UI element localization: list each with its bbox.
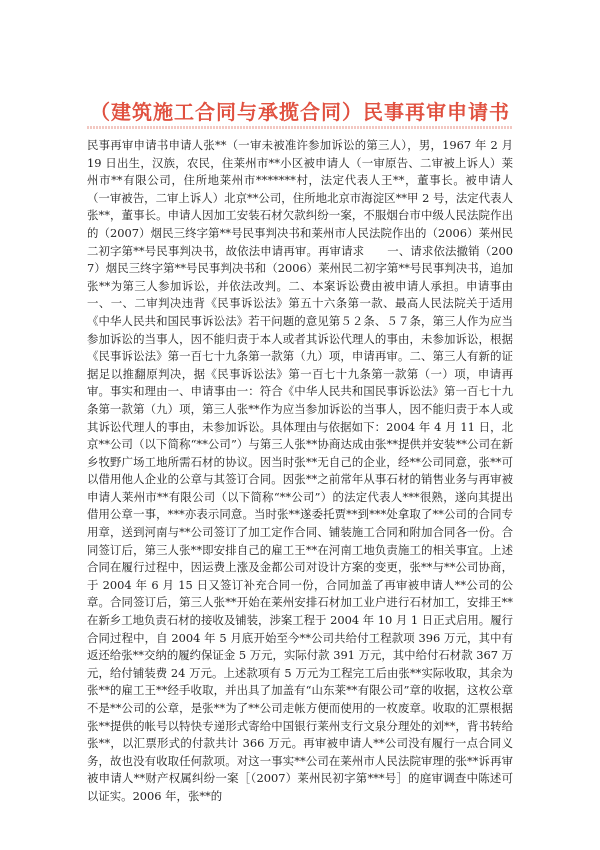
document-body bbox=[87, 137, 513, 827]
body-paragraph: 民事再审申请书申请人张**（一审未被准许参加诉讼的第三人），男，1967 年 2 月 19 日出生，汉族，农民，住莱州市**小区被申请人（一审原告、二审被上诉人）莱州市**有限公司，住所地莱州市*******村，法定代表人王**，董事长。被申请人（一审被告，二审上诉人）北京**公司，住所地北京市海淀区**甲 2 号，法定代表人张**，董事长。申请人因加工安装石材欠款纠纷一案，不服烟台市中级人民法院作出的（2007）烟民三终字第**号民事判决书和莱州市人民法院作出的（2006）莱州民二初字第**号民事判决书，故依法申请再审。再审请求 一、请求依法撤销（2007）烟民三终字第**号民事判决书和（2006）莱州民二初字第**号民事判决书，追加张**为第三人参加诉讼，并依法改判。二、本案诉讼费由被申请人承担。申请事由一、一、二审判决违背《民事诉讼法》第五十六条第一款、最高人民法院关于适用《中华人民共和国民事诉讼法》若干问题的意见第５２条、５７条，第三人作为应当参加诉讼的当事人，因不能归责于本人或者其诉讼代理人的事由，未参加诉讼，根据《民事诉讼法》第一百七十九条第一款第（九）项，申请再审。二、第三人有新的证据足以推翻原判决，据《民事诉讼法》第一百七十九条第一款第（一）项，申请再审。事实和理由一、申请事由一：符合《中华人民共和国民事诉讼法》第一百七十九条第一款第（九）项，第三人张**作为应当参加诉讼的当事人，因不能归责于本人或其诉讼代理人的事由，未参加诉讼。具体理由与依据如下：2004 年 4 月 11 日，北京**公司（以下简称“**公司”）与第三人张**协商达成由张**提供并安装**公司在新乡牧野广场工地所需石材的协议。因当时张**无自己的企业，经**公司同意，张**可以借用他人企业的公章与其签订合同。因张**之前常年从事石材的销售业务与再审被申请人莱州市**有限公司（以下简称“**公司”）的法定代表人***很熟，遂向其提出借用公章一事，***亦表示同意。当时张**遂委托贾**到***处拿取了**公司的合同专用章，送到河南与**公司签订了加工定作合同、铺装施工合同和附加合同各一份。合同签订后，第三人张**即安排自己的雇工王**在河南工地负责施工的相关事宜。上述合同在履行过程中，因运费上涨及金都公司对设计方案的变更，张**与**公司协商，于 2004 年 6 月 15 日又签订补充合同一份，合同加盖了再审被申请人**公司的公章。合同签订后，第三人张**开始在莱州安排石材加工业户进行石材加工，安排王**在新乡工地负责石材的接收及铺装，涉案工程于 2004 年 10 月 1 日正式启用。履行合同过程中，自 2004 年 5 月底开始至今**公司共给付工程款项 396 万元，其中有返还给张**交纳的履约保证金 5 万元，实际付款 391 万元，其中给付石材款 367 万元，给付铺装费 24 万元。上述款项有 5 万元为工程完工后由张**实际收取，其余为张**的雇工王**经手收取，并出具了加盖有“山东莱**有限公司”章的收据，这枚公章不是**公司的公章，是张**为了**公司走帐方便而使用的一枚废章。收取的汇票根据张**提供的帐号以特快专递形式寄给中国银行莱州支行文泉分理处的刘**，背书转给张**，以汇票形式的付款共计 366 万元。再审被申请人**公司没有履行一点合同义务，故也没有收取任何款项。对这一事实**公司在莱州市人民法院审理的张**诉再审被申请人**财产权属纠纷一案［（2007）莱州民初字第***号］的庭审调查中陈述可以证实。2006 年，张**的 bbox=[87, 138, 513, 803]
document-title: （建筑施工合同与承揽合同）民事再审申请书 bbox=[90, 100, 510, 125]
title-divider bbox=[87, 126, 512, 129]
